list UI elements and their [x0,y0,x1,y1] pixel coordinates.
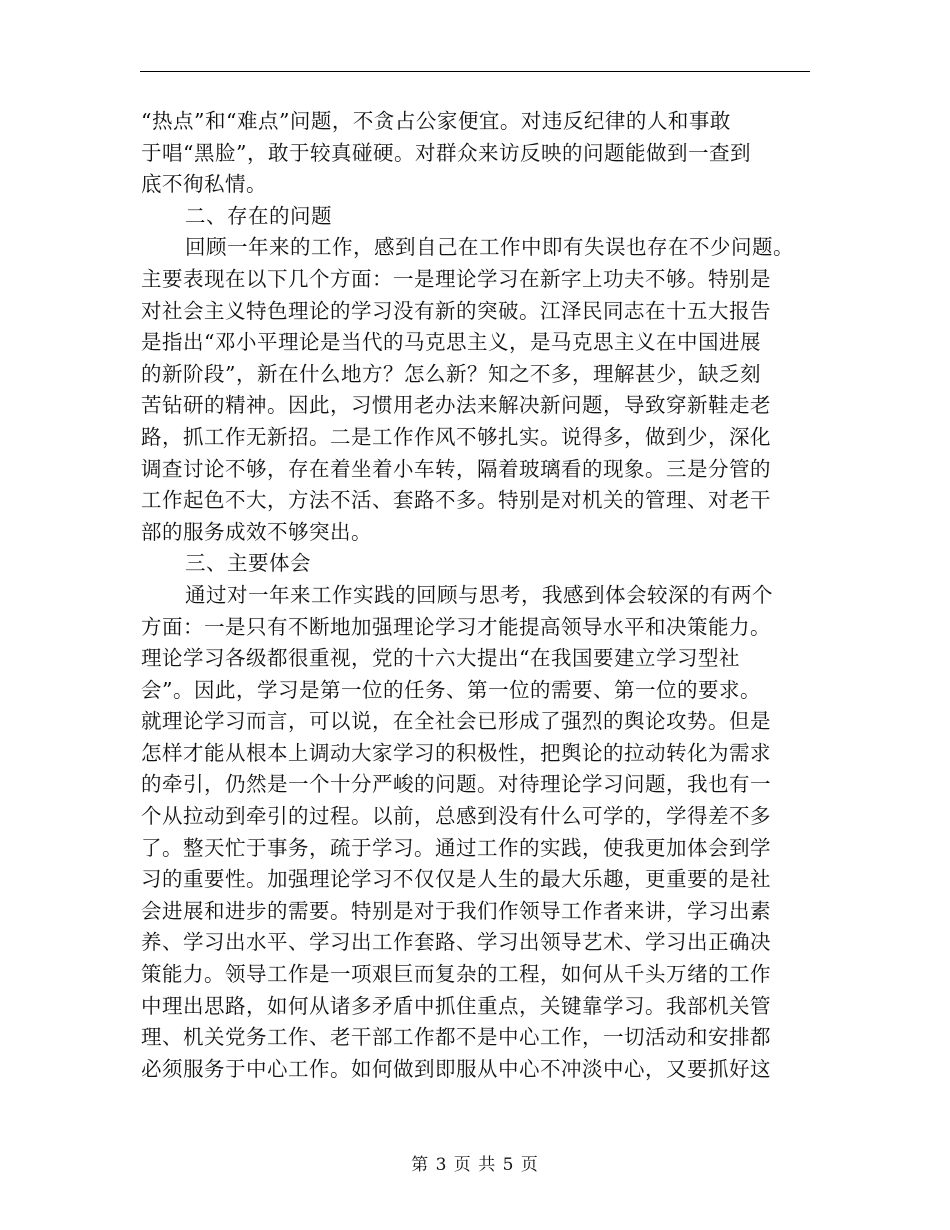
text-line: 的牵引，仍然是一个十分严峻的问题。对待理论学习问题，我也有一 [141,772,771,797]
text-line: 调查讨论不够，存在着坐着小车转，隔着玻璃看的现象。三是分管的 [141,456,771,481]
text-line: 就理论学习而言，可以说，在全社会已形成了强烈的舆论攻势。但是 [141,709,771,734]
text-line: 怎样才能从根本上调动大家学习的积极性，把舆论的拉动转化为需求 [141,740,771,765]
text-line: 理论学习各级都很重视，党的十六大提出“在我国要建立学习型社 [141,646,740,671]
text-line: 部的服务成效不够突出。 [141,519,372,544]
text-line: 会进展和进步的需要。特别是对于我们作领导工作者来讲，学习出素 [141,898,771,923]
text-line: 回顾一年来的工作，感到自己在工作中即有失误也存在不少问题。 [185,235,794,260]
text-line: 养、学习出水平、学习出工作套路、学习出领导艺术、学习出正确决 [141,930,771,955]
body-text [141,106,821,1085]
text-line: 工作起色不大，方法不活、套路不多。特别是对机关的管理、对老干 [141,488,771,513]
text-line: 中理出思路，如何从诸多矛盾中抓住重点，关键靠学习。我部机关管 [141,993,771,1018]
text-line: 底不徇私情。 [141,172,267,197]
text-line: 主要表现在以下几个方面：一是理论学习在新字上功夫不够。特别是 [141,266,771,291]
text-line: 是指出“邓小平理论是当代的马克思主义，是马克思主义在中国进展 [141,330,761,355]
text-line: 方面：一是只有不断地加强理论学习才能提高领导水平和决策能力。 [141,614,771,639]
text-line: 二、存在的问题 [185,203,332,228]
text-line: 的新阶段”，新在什么地方？怎么新？知之不多，理解甚少，缺乏刻 [141,361,761,386]
text-line: 通过对一年来工作实践的回顾与思考，我感到体会较深的有两个 [185,582,773,607]
text-line: 三、主要体会 [185,551,311,576]
text-line: 于唱“黑脸”，敢于较真碰硬。对群众来访反映的问题能做到一查到 [141,140,751,165]
page-footer: 第 3 页 共 5 页 [411,1155,539,1175]
text-line: 必须服务于中心工作。如何做到即服从中心不冲淡中心，又要抓好这 [141,1056,771,1081]
header-rule [140,71,810,72]
text-line: “热点”和“难点”问题，不贪占公家便宜。对违反纪律的人和事敢 [141,109,731,133]
text-line: 策能力。领导工作是一项艰巨而复杂的工程，如何从千头万绪的工作 [141,962,771,987]
text-line: 习的重要性。加强理论学习不仅仅是人生的最大乐趣，更重要的是社 [141,867,771,892]
text-line: 了。整天忙于事务，疏于学习。通过工作的实践，使我更加体会到学 [141,835,771,860]
text-line: 个从拉动到牵引的过程。以前，总感到没有什么可学的，学得差不多 [141,804,771,829]
text-line: 理、机关党务工作、老干部工作都不是中心工作，一切活动和安排都 [141,1025,771,1050]
text-line: 路，抓工作无新招。二是工作作风不够扎实。说得多，做到少，深化 [141,424,771,449]
text-line: 苦钻研的精神。因此，习惯用老办法来解决新问题，导致穿新鞋走老 [141,393,771,418]
text-line: 对社会主义特色理论的学习没有新的突破。江泽民同志在十五大报告 [141,298,771,323]
text-line: 会”。因此，学习是第一位的任务、第一位的需要、第一位的要求。 [141,677,761,702]
